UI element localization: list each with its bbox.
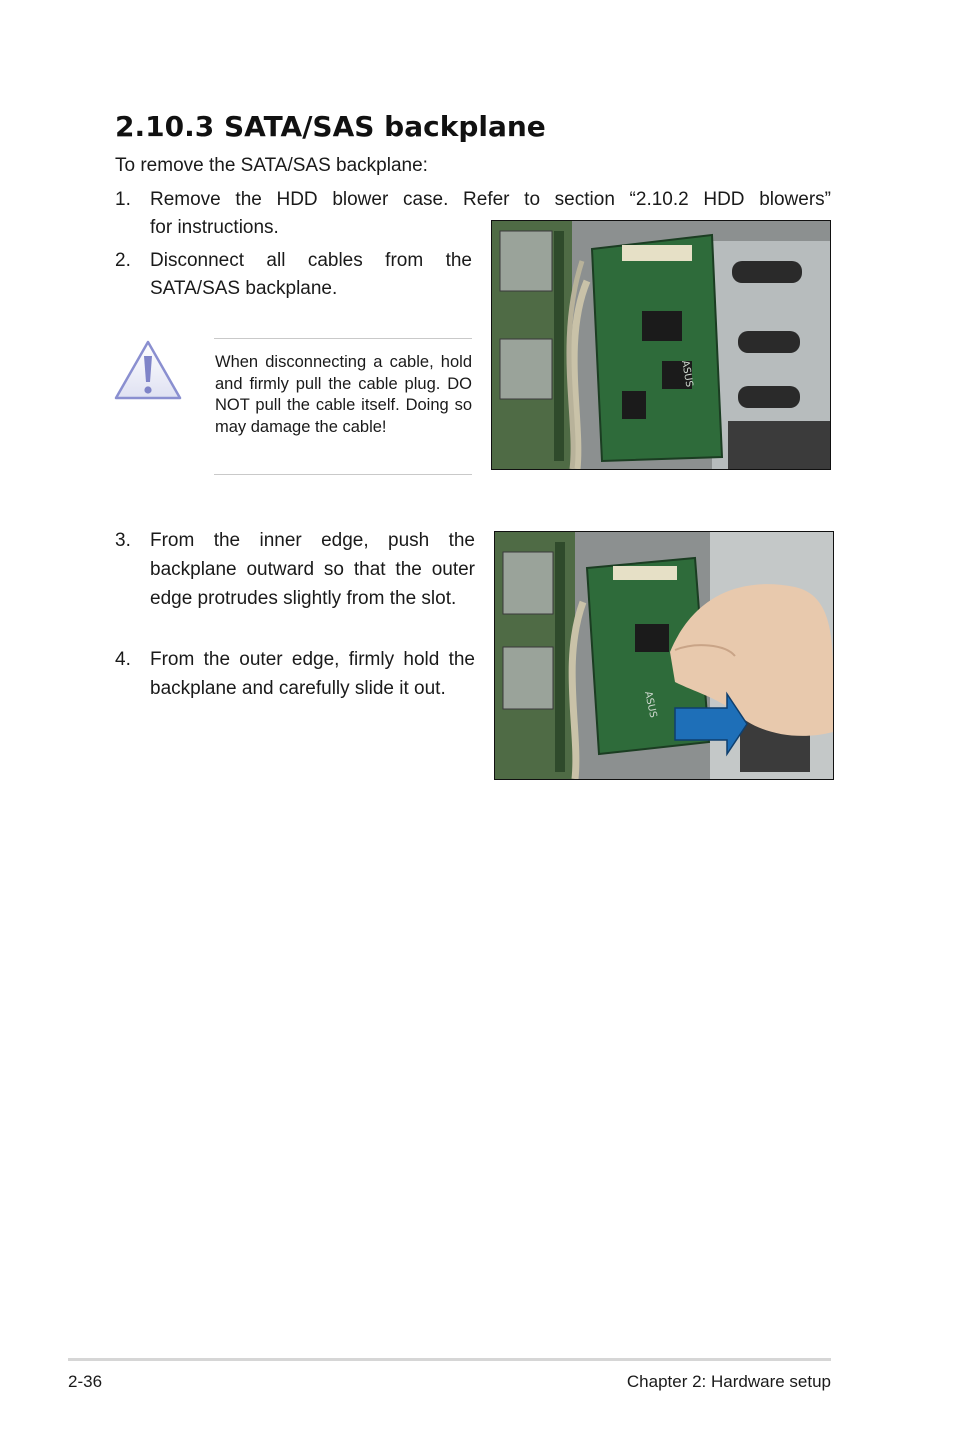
footer-rule xyxy=(68,1358,831,1361)
intro-text: To remove the SATA/SAS backplane: xyxy=(115,155,428,176)
step-text: Disconnect all cables from the SATA/SAS backplane. xyxy=(150,250,472,299)
photo-slide-backplane-out xyxy=(494,531,834,780)
step-text: From the outer edge, firmly hold the backplane and carefully slide it out. xyxy=(150,649,475,699)
step-text-line-2: for instructions. xyxy=(150,217,279,238)
caution-text: When disconnecting a cable, hold and firmly pull the cable plug. DO NOT pull the cable itself. Doing so may damage the cable! xyxy=(215,353,472,437)
step-number: 2. xyxy=(115,250,131,271)
caution-triangle-icon xyxy=(112,338,184,404)
photo-backplane-cables xyxy=(491,220,831,470)
step-2 xyxy=(115,247,473,307)
step-3 xyxy=(115,526,475,646)
step-number: 4. xyxy=(115,649,131,670)
photo-illustration xyxy=(495,532,833,779)
note-bottom-rule xyxy=(214,474,472,475)
section-heading: 2.10.3 SATA/SAS backplane xyxy=(115,110,546,143)
step-text: From the inner edge, push the backplane outward so that the outer edge protrudes slightly from the slot. xyxy=(150,530,475,609)
step-number: 3. xyxy=(115,530,131,551)
step-text-line-1: Remove the HDD blower case. Refer to section “2.10.2 HDD blowers” xyxy=(150,189,831,210)
step-4 xyxy=(115,645,475,735)
note-top-rule xyxy=(214,338,472,339)
page-number: 2-36 xyxy=(68,1372,103,1391)
photo-illustration xyxy=(492,221,830,469)
photo-brand-label: ASUS xyxy=(679,359,695,388)
chapter-label: Chapter 2: Hardware setup xyxy=(626,1372,831,1391)
photo-brand-label: ASUS xyxy=(642,690,659,719)
step-number: 1. xyxy=(115,189,131,210)
